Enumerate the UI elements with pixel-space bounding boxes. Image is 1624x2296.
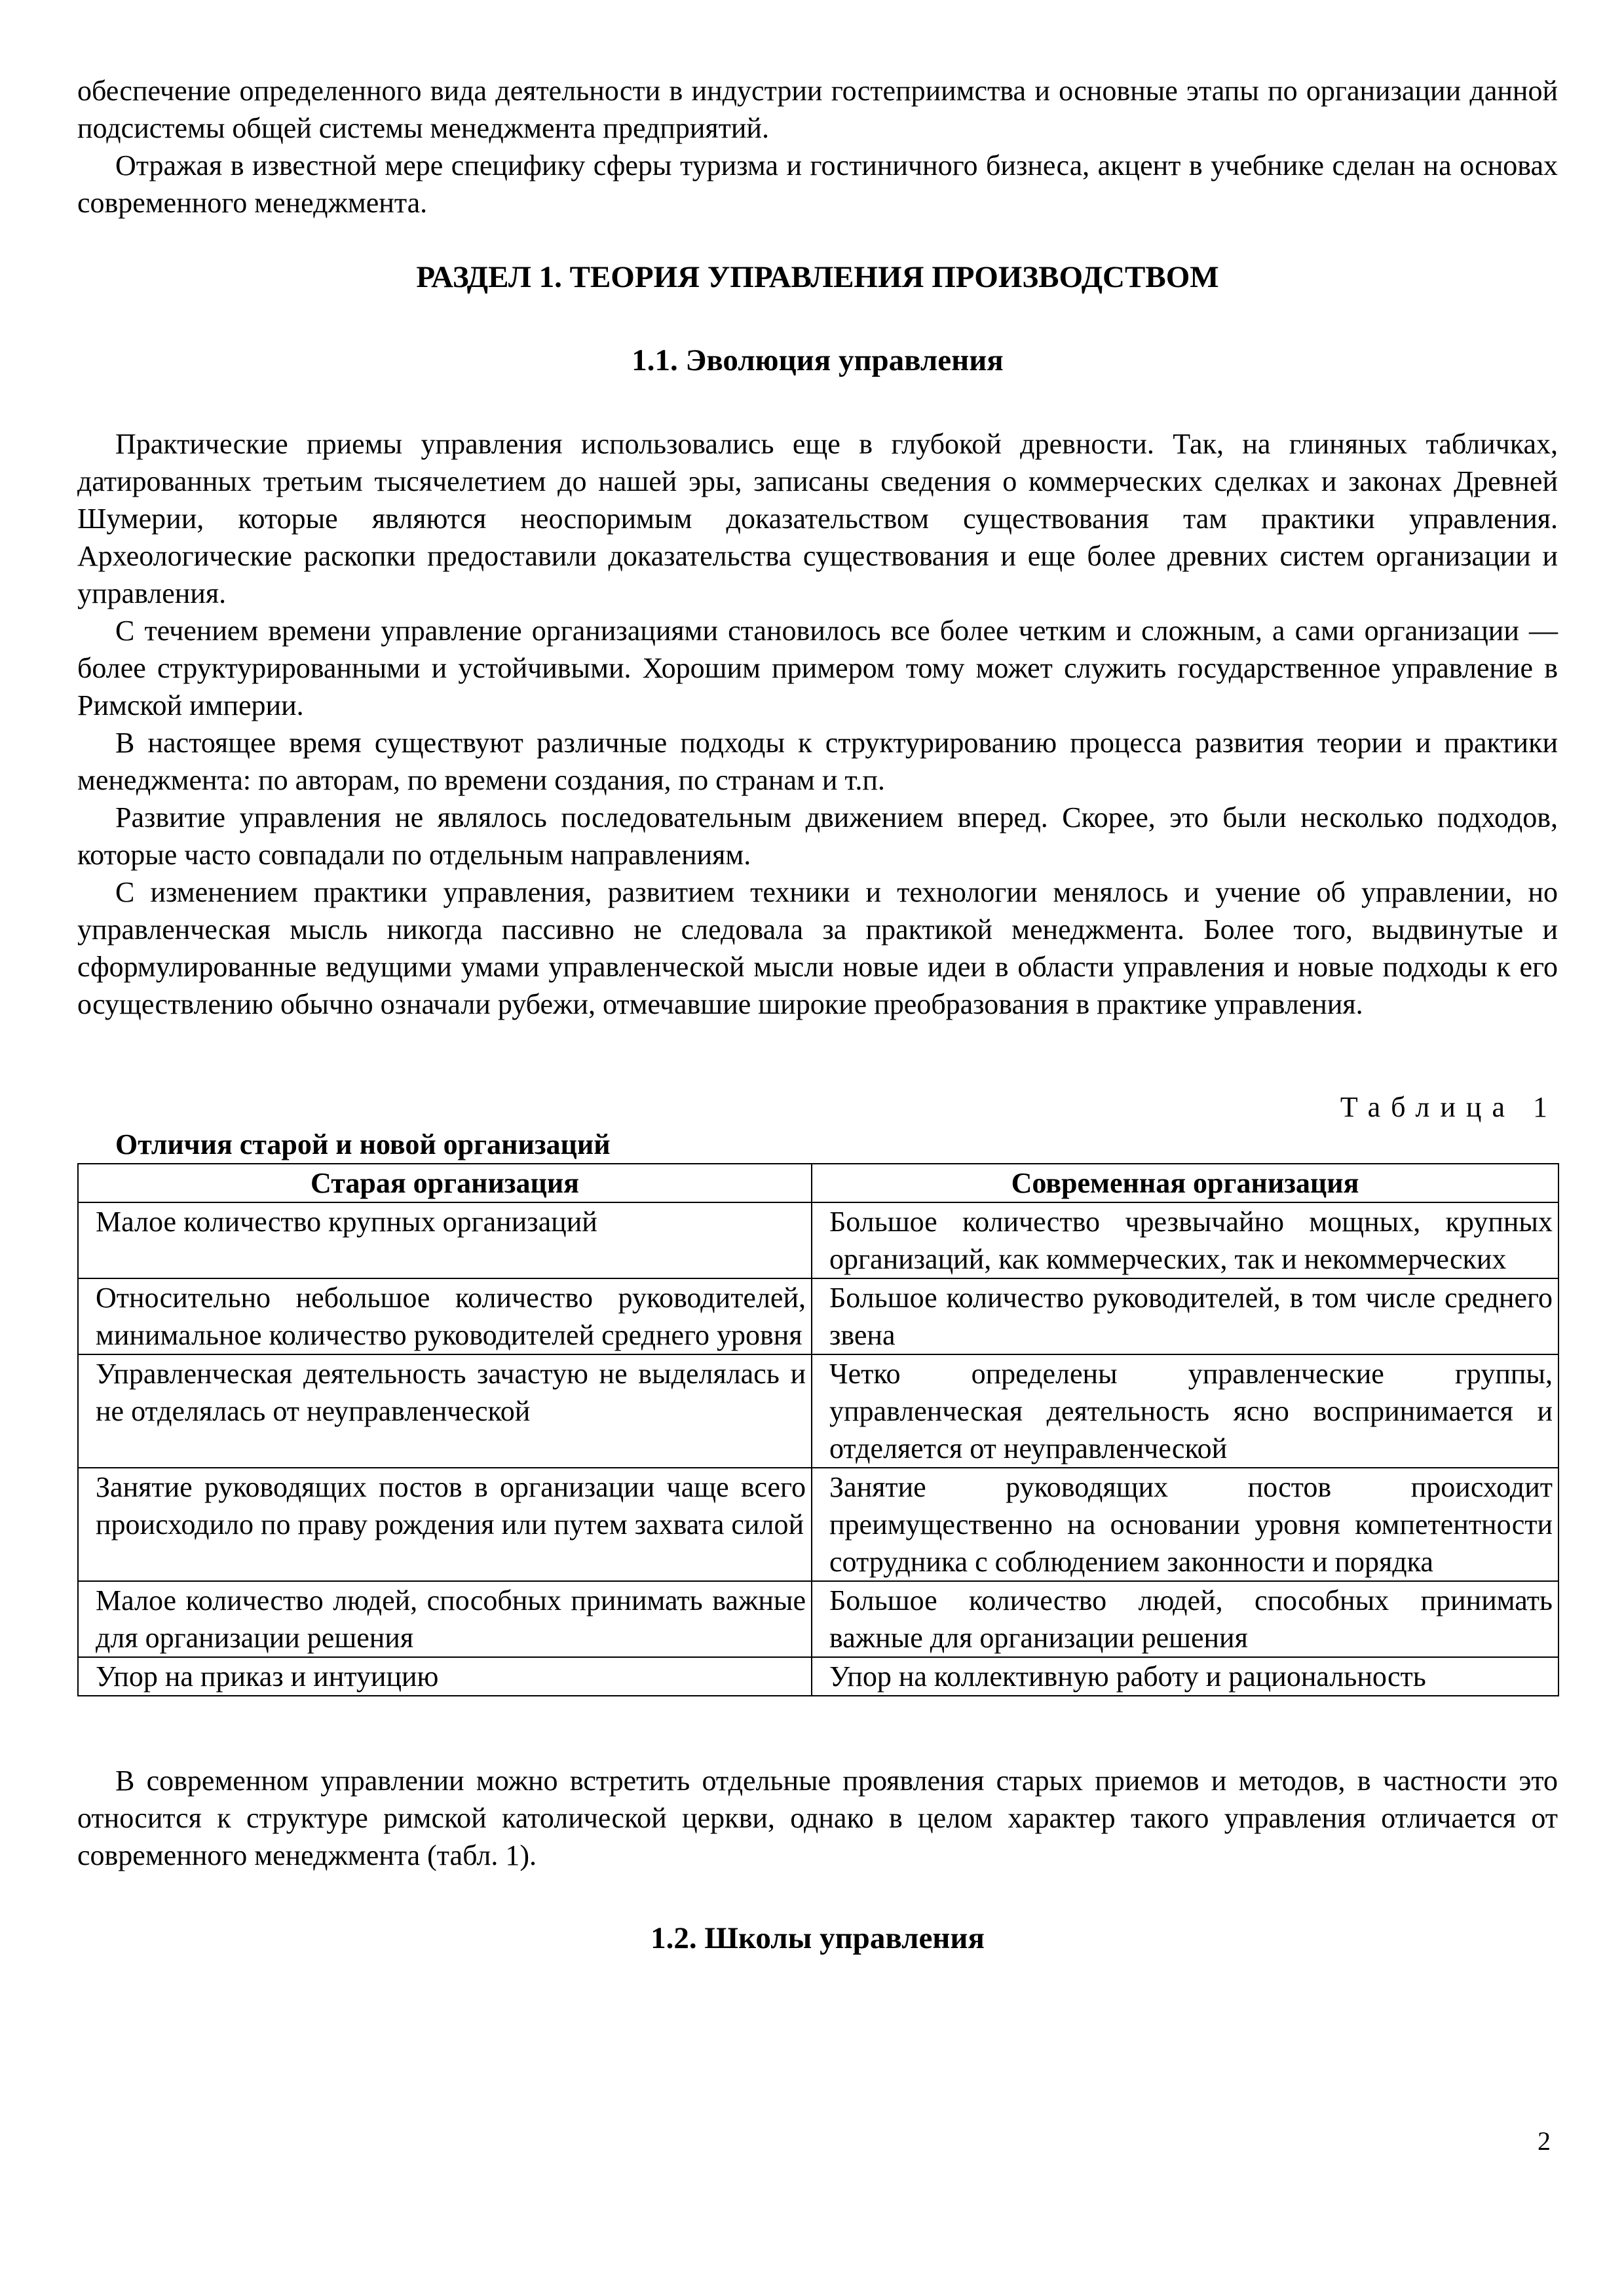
page-content [77,72,1558,2003]
comparison-table [77,1163,1559,1696]
body-paragraph: С изменением практики управления, развитием техники и технологии менялось и учение об управлении, но управленческая мысль никогда пассивно не следовала за практикой менеджмента. Более того, выдвинутые и сформулированные ведущими умами управленческой мысли новые идеи в области управления и новые подходы к его осуществлению обычно означали рубежи, отмечавшие широкие преобразования в практике управления. [77,876,1558,1020]
body-paragraph: Развитие управления не являлось последовательным движением вперед. Скорее, это были несколько подходов, которые часто совпадали по отдельным направлениям. [77,801,1558,871]
after-table-paragraph: В современном управлении можно встретить отдельные проявления старых приемов и методов, в частности это относится к структуре римской католической церкви, однако в целом характер такого управления отличается от современного менеджмента (табл. 1). [77,1765,1558,1871]
table-row [78,1657,1558,1696]
table-row [78,1278,1558,1354]
table-cell-modern: Занятие руководящих постов происходит преимущественно на основании уровня компетентности сотрудника с соблюдением законности и порядка [812,1468,1558,1581]
table-row [78,1354,1558,1468]
table-cell-old: Занятие руководящих постов в организации чаще всего происходило по праву рождения или путем захвата силой [78,1468,812,1581]
body-paragraph: С течением времени управление организациями становилось все более четким и сложным, а сами организации — более структурированными и устойчивыми. Хорошим примером тому может служить государственное управление в Римской империи. [77,615,1558,721]
table-cell-modern: Большое количество чрезвычайно мощных, крупных организаций, как коммерческих, так и некоммерческих [812,1202,1558,1278]
table-title: Отличия старой и новой организаций [115,1128,611,1160]
table-cell-old: Относительно небольшое количество руководителей, минимальное количество руководителей среднего уровня [78,1278,812,1354]
table-row [78,1202,1558,1278]
subsection-1-title: 1.1. Эволюция управления [632,343,1004,377]
table-cell-modern: Упор на коллективную работу и рациональность [812,1657,1558,1696]
body-paragraph: Практические приемы управления использовались еще в глубокой древности. Так, на глиняных табличках, датированных третьим тысячелетием до нашей эры, записаны сведения о коммерческих сделках и законах Древней Шумерии, которые являются неоспоримым доказательством существования там практики управления. Археологические раскопки предоставили доказательства существования и еще более древних систем организации и управления. [77,428,1558,609]
table-cell-old: Управленческая деятельность зачастую не выделялась и не отделялась от неуправленческой [78,1354,812,1468]
page-number: 2 [1538,2126,1551,2156]
section-title: РАЗДЕЛ 1. ТЕОРИЯ УПРАВЛЕНИЯ ПРОИЗВОДСТВОМ [416,260,1219,294]
intro-paragraph-2: Отражая в известной мере специфику сферы туризма и гостиничного бизнеса, акцент в учебнике сделан на основах современного менеджмента. [77,149,1558,219]
table-cell-modern: Большое количество руководителей, в том числе среднего звена [812,1278,1558,1354]
table-header-row [78,1164,1558,1202]
table-cell-old: Малое количество крупных организаций [78,1202,812,1278]
table-cell-modern: Большое количество людей, способных принимать важные для организации решения [812,1581,1558,1657]
body-paragraph: В настоящее время существуют различные подходы к структурированию процесса развития теории и практики менеджмента: по авторам, по времени создания, по странам и т.п. [77,727,1558,796]
table-cell-old: Малое количество людей, способных принимать важные для организации решения [78,1581,812,1657]
table-row [78,1468,1558,1581]
table-row [78,1581,1558,1657]
subsection-2-title: 1.2. Школы управления [651,1921,985,1955]
table-label: Таблица 1 [1340,1091,1558,1123]
table-cell-modern: Четко определены управленческие группы, управленческая деятельность ясно воспринимается и отделяется от неуправленческой [812,1354,1558,1468]
intro-paragraph-1: обеспечение определенного вида деятельности в индустрии гостеприимства и основные этапы по организации данной подсистемы общей системы менеджмента предприятий. [77,75,1558,144]
table-header-modern: Современная организация [812,1164,1558,1202]
table-cell-old: Упор на приказ и интуицию [78,1657,812,1696]
table-header-old: Старая организация [78,1164,812,1202]
